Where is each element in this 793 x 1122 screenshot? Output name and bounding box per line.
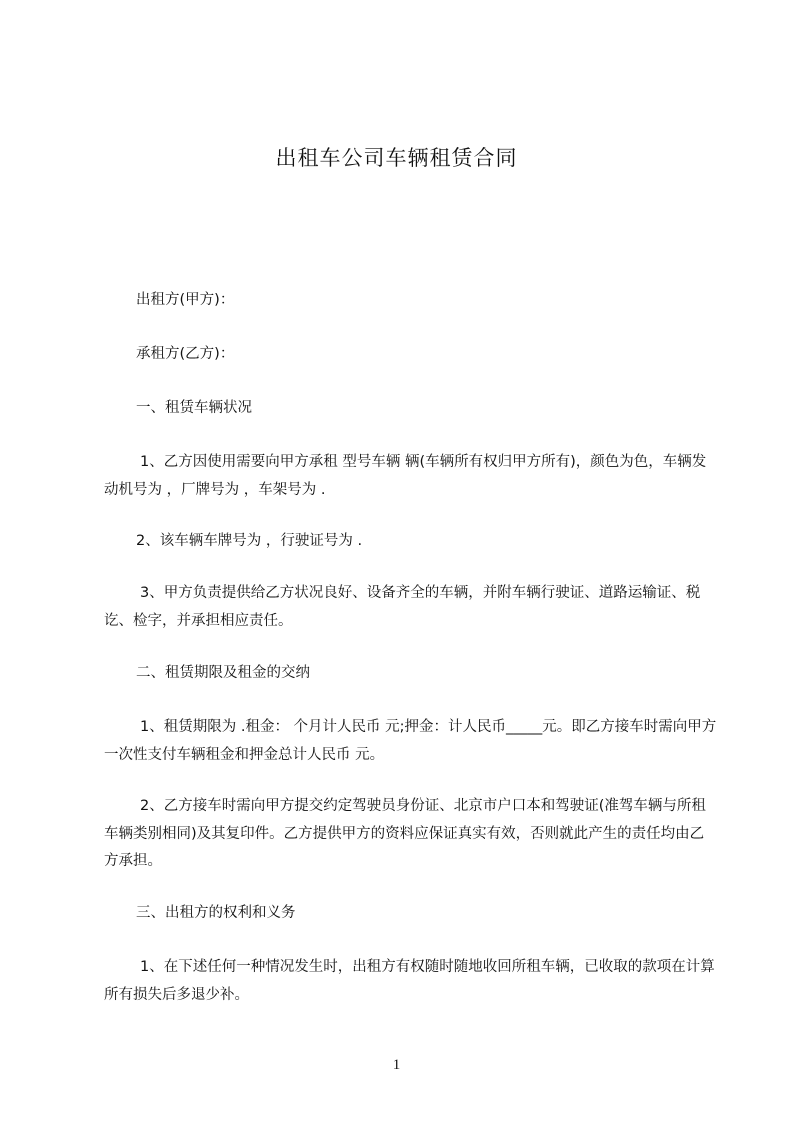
lessee-line: 承租方(乙方)：	[136, 346, 235, 362]
section-1-item-1: 1、乙方因使用需要向甲方承租 型号车辆 辆(车辆所有权归甲方所有)，颜色为色，车辆发动机号为 ，厂牌号为 ，车架号为 .	[104, 454, 707, 498]
section-3-heading: 三、出租方的权利和义务	[136, 905, 296, 921]
section-3-item-1: 1、在下述任何一种情况发生时，出租方有权随时随地收回所租车辆，已收取的款项在计算所有损失后多退少补。	[104, 959, 715, 1003]
section-2-item-1: 1、租赁期限为 .租金： 个月计人民币 元;押金：计人民币_____元。即乙方接车时需向甲方一次性支付车辆租金和押金总计人民币 元。	[104, 719, 717, 763]
section-2-item-2: 2、乙方接车时需向甲方提交约定驾驶员身份证、北京市户口本和驾驶证(准驾车辆与所租车辆类别相同)及其复印件。乙方提供甲方的资料应保证真实有效，否则就此产生的责任均由乙方承担。	[104, 798, 706, 869]
lessor-line: 出租方(甲方)：	[136, 292, 235, 308]
section-1-item-2: 2、该车辆车牌号为 ，行驶证号为 .	[136, 533, 363, 549]
section-1-heading: 一、租赁车辆状况	[136, 400, 252, 416]
section-2-heading: 二、租赁期限及租金的交纳	[136, 665, 310, 681]
page-number: 1	[392, 1057, 401, 1073]
section-1-item-3: 3、甲方负责提供给乙方状况良好、设备齐全的车辆，并附车辆行驶证、道路运输证、税讫、检字，并承担相应责任。	[104, 585, 701, 629]
document-title: 出租车公司车辆租赁合同	[275, 146, 518, 170]
